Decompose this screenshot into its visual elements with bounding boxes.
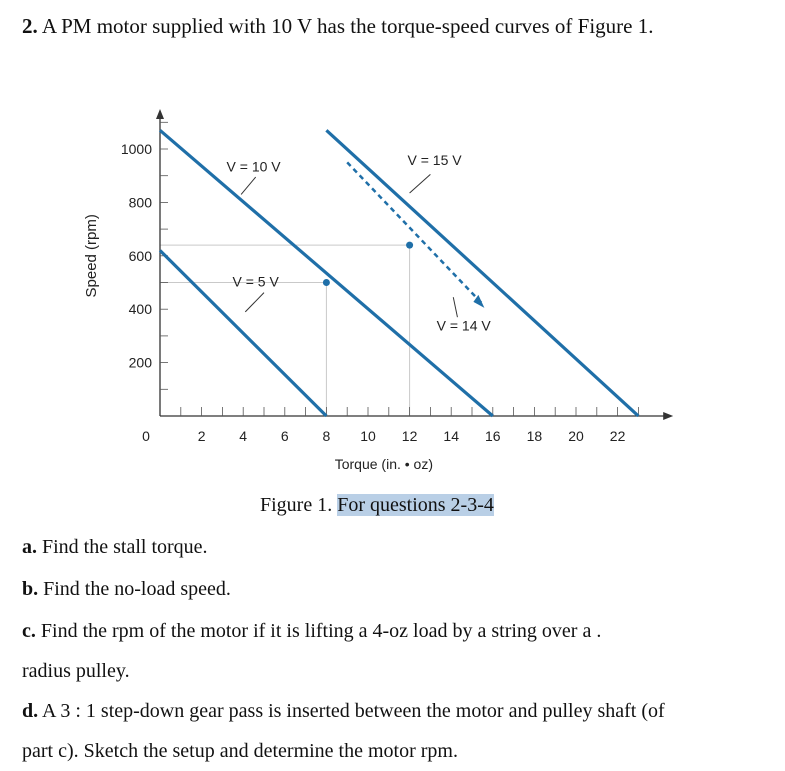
x-tick-label: 4	[239, 428, 248, 444]
annotation-leader	[245, 293, 264, 312]
annotation-leader	[241, 177, 256, 194]
part-d-text: A 3 : 1 step-down gear pass is inserted between the motor and pulley shaft (of	[38, 700, 665, 722]
series-line	[326, 130, 638, 416]
part-c-text: Find the rpm of the motor if it is lifting a 4-oz load by a string over a .	[35, 620, 602, 642]
annotation-label: V = 10 V	[226, 158, 281, 175]
part-a-label: a.	[22, 536, 37, 558]
caption-prefix: Figure 1.	[260, 494, 338, 516]
figure-caption	[260, 494, 494, 517]
x-tick-label: 0	[142, 428, 150, 444]
series-arrowhead	[473, 295, 484, 308]
part-c-label: c.	[22, 620, 36, 642]
part-c-continued	[22, 660, 130, 683]
part-b-label: b.	[22, 578, 39, 600]
part-c-text-2: radius pulley.	[22, 660, 130, 682]
part-d-continued	[22, 740, 458, 763]
x-tick-label: 14	[443, 428, 459, 444]
y-tick-label: 400	[128, 301, 152, 318]
x-tick-label: 2	[197, 428, 206, 444]
operating-point	[323, 279, 330, 286]
part-c	[22, 620, 601, 643]
operating-point	[406, 242, 413, 249]
part-d-text-2: part c). Sketch the setup and determine the motor rpm.	[22, 740, 458, 762]
part-d-label: d.	[22, 700, 39, 722]
x-tick-label: 16	[485, 428, 501, 444]
y-tick-label: 800	[128, 194, 152, 211]
x-tick-label: 10	[360, 428, 376, 444]
chart-labels	[227, 152, 492, 334]
question-text: A PM motor supplied with 10 V has the torque-speed curves of Figure 1.	[37, 14, 654, 38]
x-axis-arrow	[663, 412, 673, 420]
x-tick-label: 6	[280, 428, 289, 444]
part-b	[22, 578, 231, 601]
annotation-leader	[410, 174, 431, 193]
part-b-text: Find the no-load speed.	[38, 578, 231, 600]
part-a	[22, 536, 208, 559]
x-tick-label: 22	[609, 428, 626, 444]
y-tick-label: 200	[128, 354, 152, 371]
torque-speed-chart	[0, 60, 785, 490]
question-heading	[22, 14, 654, 39]
part-a-text: Find the stall torque.	[37, 536, 208, 558]
annotation-label: V = 14 V	[436, 317, 491, 334]
y-axis-label: Speed (rpm)	[83, 214, 100, 298]
annotation-label: V = 15 V	[407, 152, 462, 169]
reference-lines	[160, 245, 410, 416]
question-number: 2.	[22, 14, 38, 38]
x-tick-label: 20	[568, 428, 584, 444]
y-axis-arrow	[156, 109, 164, 119]
part-d	[22, 700, 665, 723]
x-tick-label: 12	[401, 428, 418, 444]
x-axis-label: Torque (in. • oz)	[334, 456, 434, 472]
caption-highlight: For questions 2-3-4	[337, 494, 494, 516]
y-tick-label: 1000	[120, 141, 152, 157]
annotation-label: V = 5 V	[232, 273, 279, 290]
y-tick-label: 600	[128, 247, 152, 264]
axes	[83, 109, 673, 472]
series-line	[347, 162, 482, 304]
annotation-leader	[453, 297, 457, 317]
x-tick-label: 8	[322, 428, 331, 444]
x-tick-label: 18	[526, 428, 543, 444]
